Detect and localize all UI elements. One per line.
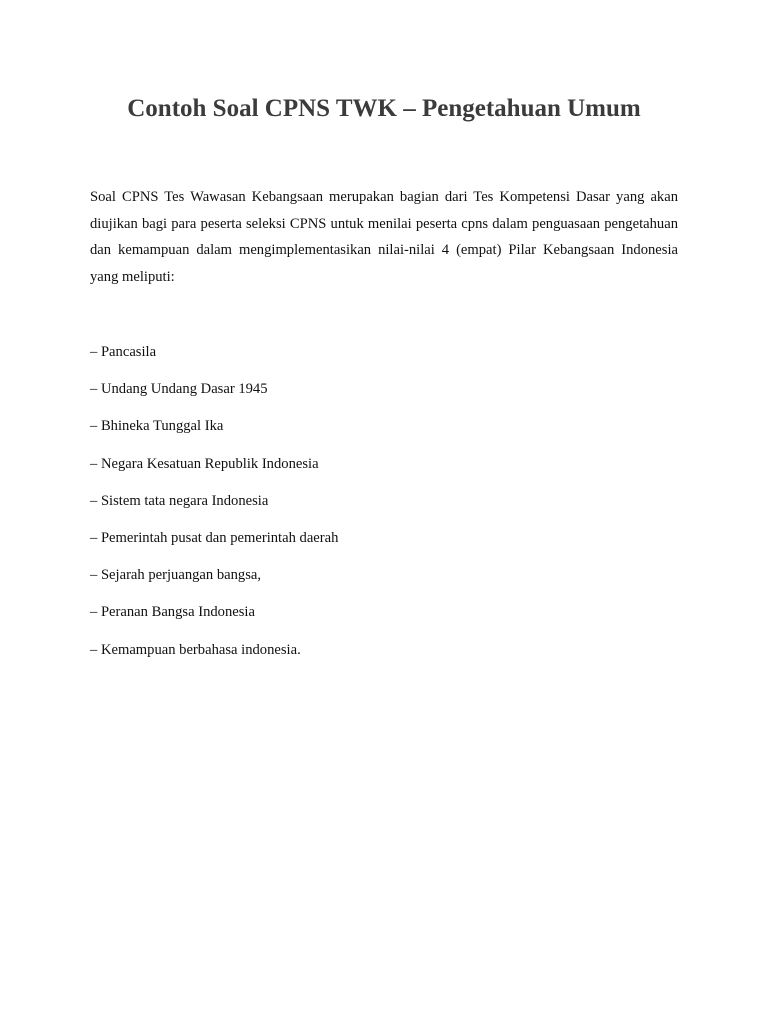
topic-item-kemampuan-berbahasa: – Kemampuan berbahasa indonesia. bbox=[90, 641, 301, 658]
topic-item-peranan-bangsa: – Peranan Bangsa Indonesia bbox=[90, 604, 255, 621]
topic-item-sejarah-perjuangan: – Sejarah perjuangan bangsa, bbox=[90, 567, 262, 584]
topic-item-sistem-tata-negara: – Sistem tata negara Indonesia bbox=[90, 492, 269, 509]
document-title: Contoh Soal CPNS TWK – Pengetahuan Umum bbox=[127, 95, 641, 122]
intro-paragraph: Soal CPNS Tes Wawasan Kebangsaan merupakan bagian dari Tes Kompetensi Dasar yang akan diujikan bagi para peserta seleksi CPNS untuk menilai peserta cpns dalam penguasaan pengetahuan dan kemampuan dalam mengimplementasikan nilai-nilai 4 (empat) Pilar Kebangsaan Indonesia yang meliputi: bbox=[90, 189, 678, 285]
topic-item-pancasila: – Pancasila bbox=[90, 344, 157, 360]
topic-item-bhineka-tunggal-ika: – Bhineka Tunggal Ika bbox=[90, 418, 224, 435]
topic-item-pemerintah-pusat-daerah: – Pemerintah pusat dan pemerintah daerah bbox=[90, 529, 339, 546]
topic-item-nkri: – Negara Kesatuan Republik Indonesia bbox=[90, 455, 319, 472]
topic-item-uud-1945: – Undang Undang Dasar 1945 bbox=[90, 381, 268, 398]
topic-list bbox=[90, 341, 678, 676]
